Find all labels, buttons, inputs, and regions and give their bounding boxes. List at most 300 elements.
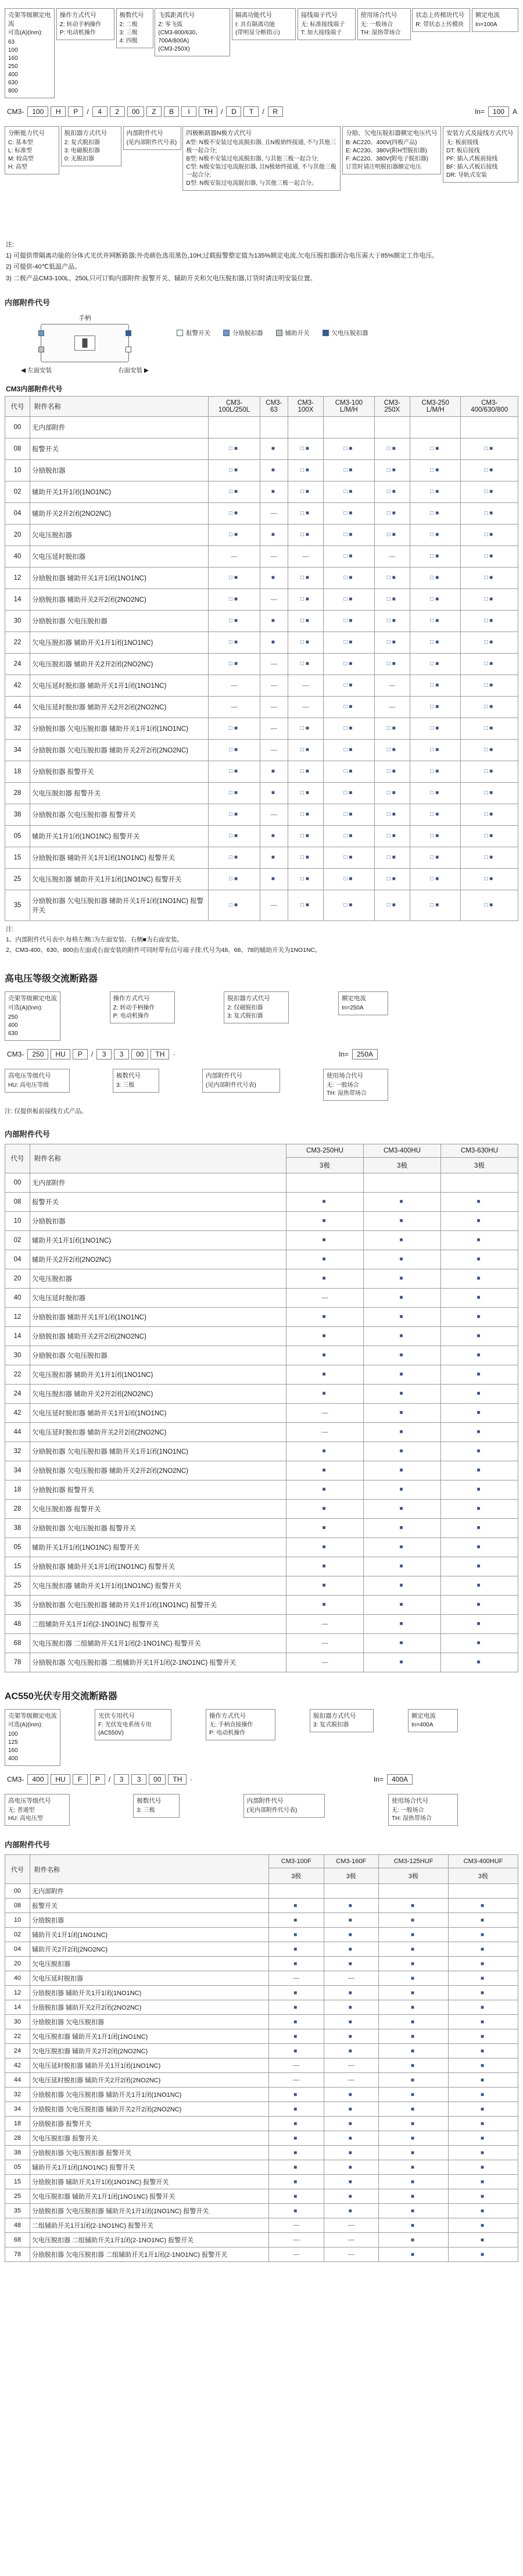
accessory-code: 40 xyxy=(5,545,30,567)
pv-bottom-box-0-title: 高电压等级代号 xyxy=(8,1797,51,1805)
availability-cell: ■ xyxy=(441,1269,518,1288)
table-row xyxy=(5,2247,518,2262)
pv-segment-3: F xyxy=(73,1774,88,1785)
pv-segment-0: CM3- xyxy=(7,1775,24,1784)
availability-cell: ■ xyxy=(441,1230,518,1250)
availability-cell: □■ xyxy=(288,653,324,675)
pv-segment-6: 3 xyxy=(114,1774,129,1785)
hv-bottom-box-2 xyxy=(202,1069,280,1093)
accessory-code: 08 xyxy=(5,438,30,459)
hv-segment-9: · xyxy=(173,1050,175,1059)
accessory-location-sketch xyxy=(21,313,518,374)
availability-cell: □■ xyxy=(288,588,324,610)
availability-cell: □■ xyxy=(461,610,518,631)
availability-cell: ■ xyxy=(269,2029,324,2044)
availability-cell: — xyxy=(324,2218,379,2233)
pv-acc-table-body xyxy=(5,1884,518,2262)
accessory-name: 分励脱扣器 欠电压脱扣器 辅助开关2开2闭(2NO2NC) xyxy=(30,739,209,761)
availability-cell: ■ xyxy=(286,1230,364,1250)
availability-cell: ■ xyxy=(269,2044,324,2058)
availability-cell: □■ xyxy=(374,610,410,631)
availability-cell: ■ xyxy=(448,1971,518,1986)
availability-cell: ■ xyxy=(379,1942,449,1957)
accessory-code: 22 xyxy=(5,2029,30,2044)
availability-cell: — xyxy=(269,2247,324,2262)
table-row xyxy=(5,1576,518,1595)
accessory-code: 18 xyxy=(5,2117,30,2131)
accessory-name: 分励脱扣器 xyxy=(30,1913,269,1928)
cm3-bottom-boxes xyxy=(5,126,518,231)
table-row xyxy=(5,2175,518,2189)
hv-top-box-0-sub: 可选(A)(Inm): xyxy=(8,1005,43,1012)
availability-cell: ■ xyxy=(269,2000,324,2015)
availability-cell: — xyxy=(286,1422,364,1442)
table-row xyxy=(5,2233,518,2247)
cm3-top-box-0-line-0: 63 xyxy=(8,39,15,46)
availability-cell: ■ xyxy=(269,2189,324,2204)
table-row xyxy=(5,1480,518,1499)
cm3-top-box-2-line-2: 4: 四极 xyxy=(119,37,138,44)
table-row xyxy=(5,890,518,920)
accessory-name: 欠电压脱扣器 辅助开关1开1闭(1NO1NC) 报警开关 xyxy=(30,868,209,890)
pv-bottom-box-1-title: 极数代号 xyxy=(137,1797,162,1805)
cm3-top-box-5-title: 接线端子代号 xyxy=(300,12,338,19)
availability-cell xyxy=(324,416,374,438)
table-row xyxy=(5,1653,518,1672)
cm3-acc-table-code-header: 代号 xyxy=(5,396,30,416)
availability-cell: □■ xyxy=(461,782,518,804)
availability-cell: □■ xyxy=(209,631,260,653)
availability-cell: □■ xyxy=(288,459,324,481)
availability-cell: ■ xyxy=(448,2189,518,2204)
auxiliary-switch-marker xyxy=(38,347,44,352)
accessory-code: 34 xyxy=(5,2102,30,2117)
cm3-top-box-6-title: 使用场合代号 xyxy=(360,12,397,19)
table-row xyxy=(5,1173,518,1192)
cm3-segment-2: H xyxy=(51,106,66,117)
table-row xyxy=(5,1230,518,1250)
availability-cell: ■ xyxy=(441,1211,518,1230)
availability-cell: ■ xyxy=(364,1365,441,1384)
availability-cell: ■ xyxy=(448,2015,518,2029)
accessory-name: 分励脱扣器 欠电压脱扣器 辅助开关1开1闭(1NO1NC) 报警开关 xyxy=(30,1595,286,1614)
table-row xyxy=(5,1211,518,1230)
cm3-bottom-box-0-line-1: L: 标准型 xyxy=(8,148,33,155)
accessory-name: 无内部附件 xyxy=(30,416,209,438)
table-row xyxy=(5,1537,518,1557)
cm3-acc-table-model-header-6: CM3-400/630/800 xyxy=(461,396,518,416)
accessory-name: 欠电压延时脱扣器 xyxy=(30,1971,269,1986)
accessory-code: 40 xyxy=(5,1971,30,1986)
availability-cell: ■ xyxy=(448,2247,518,2262)
availability-cell: □■ xyxy=(461,825,518,847)
availability-cell: □■ xyxy=(410,890,461,920)
heading-internal-accessory-codes-2: 内部附件代号 xyxy=(5,1129,51,1139)
availability-cell: ■ xyxy=(269,2204,324,2218)
availability-cell: □■ xyxy=(410,481,461,502)
table-row xyxy=(5,2058,518,2073)
table-row xyxy=(5,2117,518,2131)
availability-cell xyxy=(364,1173,441,1192)
table-row xyxy=(5,567,518,588)
availability-cell: ■ xyxy=(379,2029,449,2044)
availability-cell: ■ xyxy=(324,2029,379,2044)
availability-cell: □■ xyxy=(288,890,324,920)
cm3-bottom-box-5-line-0: 无: 板前接线 xyxy=(446,140,479,147)
cm3-top-boxes xyxy=(5,8,518,98)
cm3-bottom-box-3-line-2: C型: N极安装过电流脱扣器, 且N极始终接通, 不与其他三极一起合分; xyxy=(186,164,336,179)
availability-cell: □■ xyxy=(374,459,410,481)
availability-cell: □■ xyxy=(374,438,410,459)
pv-segment-8: 00 xyxy=(149,1774,166,1785)
availability-cell: — xyxy=(260,804,288,825)
availability-cell: □■ xyxy=(324,459,374,481)
cm3-bottom-box-4-line-1: E: AC230、380V(附H型脱扣器) xyxy=(346,148,427,155)
availability-cell: ■ xyxy=(286,1307,364,1326)
accessory-name: 二组辅助开关1开1闭(2-1NO1NC) 报警开关 xyxy=(30,1614,286,1633)
cm3-segment-12: / xyxy=(221,108,223,116)
hv-acc-table-model-header-1: CM3-400HU xyxy=(364,1144,441,1157)
ordering-notes xyxy=(6,240,518,283)
accessory-table-notes-items xyxy=(6,935,518,955)
availability-cell: □■ xyxy=(209,438,260,459)
accessory-name: 欠电压脱扣器 辅助开关2开2闭(2NO2NC) xyxy=(30,1384,286,1403)
undervoltage-swatch xyxy=(323,330,329,336)
cm3-acc-table-model-header-5: CM3-250 L/M/H xyxy=(410,396,461,416)
availability-cell: □■ xyxy=(461,739,518,761)
availability-cell: ■ xyxy=(286,1269,364,1288)
availability-cell: — xyxy=(269,2233,324,2247)
availability-cell: ■ xyxy=(269,1913,324,1928)
hv-bottom-box-2-title: 内部附件代号 xyxy=(206,1072,242,1080)
legend-label-undervoltage: 欠电压脱扣器 xyxy=(331,329,368,337)
accessory-name: 欠电压脱扣器 二组辅助开关1开1闭(2-1NO1NC) 报警开关 xyxy=(30,1633,286,1653)
table-row xyxy=(5,1250,518,1269)
table-row xyxy=(5,868,518,890)
accessory-code: 34 xyxy=(5,739,30,761)
availability-cell: ■ xyxy=(269,2102,324,2117)
availability-cell: □■ xyxy=(374,761,410,782)
availability-cell: □■ xyxy=(410,675,461,696)
availability-cell: □■ xyxy=(209,718,260,739)
availability-cell: ■ xyxy=(324,2175,379,2189)
availability-cell: ■ xyxy=(379,2131,449,2146)
pv-bottom-box-2-title: 内部附件代号 xyxy=(246,1797,284,1805)
cm3-bottom-box-0-title: 分断能力代号 xyxy=(8,130,45,137)
availability-cell: ■ xyxy=(379,2073,449,2088)
cm3-bottom-box-0-line-3: H: 高型 xyxy=(8,164,27,171)
accessory-name: 分励脱扣器 报警开关 xyxy=(30,2117,269,2131)
accessory-name: 分励脱扣器 欠电压脱扣器 辅助开关1开1闭(1NO1NC) xyxy=(30,1442,286,1461)
accessory-code: 14 xyxy=(5,1326,30,1346)
hv-top-box-2-line-0: 2: 仅磁脱扣器 xyxy=(227,1005,263,1012)
accessory-code: 02 xyxy=(5,481,30,502)
table-row xyxy=(5,1288,518,1307)
hv-acc-table-poles-2: 3极 xyxy=(441,1157,518,1173)
cm3-bottom-box-5-line-4: DR: 导轨式安装 xyxy=(446,172,487,179)
hv-bottom-box-3-title: 使用场合代号 xyxy=(327,1072,363,1080)
table-row xyxy=(5,718,518,739)
availability-cell: — xyxy=(286,1653,364,1672)
availability-cell: ■ xyxy=(448,2204,518,2218)
pv-top-box-0-title: 壳架等级额定电流 xyxy=(8,1712,57,1719)
pv-acc-table-model-header-0: CM3-100F xyxy=(269,1855,324,1868)
pv-model-code xyxy=(6,1774,413,1785)
cm3-top-box-3-line-2: (CM3-250X) xyxy=(158,45,190,52)
accessory-code: 38 xyxy=(5,2146,30,2160)
availability-cell: □■ xyxy=(288,502,324,524)
availability-cell: — xyxy=(269,1971,324,1986)
hv-model-code-diagram xyxy=(5,991,518,1115)
cm3-acc-table-head xyxy=(5,396,518,416)
availability-cell: — xyxy=(324,2073,379,2088)
availability-cell: ■ xyxy=(441,1365,518,1384)
table-row xyxy=(5,2088,518,2102)
table-row xyxy=(5,2204,518,2218)
availability-cell: — xyxy=(269,2218,324,2233)
availability-cell: — xyxy=(288,696,324,718)
accessory-name: 辅助开关1开1闭(1NO1NC) 报警开关 xyxy=(30,1537,286,1557)
hv-acc-table-code-header: 代号 xyxy=(5,1144,30,1173)
pv-acc-table-poles-1: 3极 xyxy=(324,1868,379,1884)
pv-acc-table-model-header-3: CM3-400HUF xyxy=(448,1855,518,1868)
availability-cell: ■ xyxy=(364,1384,441,1403)
cm3-top-box-3-line-1: (CM3-800/630、700A/800A) xyxy=(158,29,202,44)
pv-segment-13: 400A xyxy=(387,1774,413,1785)
table-row xyxy=(5,610,518,631)
availability-cell: ■ xyxy=(324,2117,379,2131)
availability-cell: ■ xyxy=(269,1957,324,1971)
hv-segment-5: 3 xyxy=(96,1049,112,1059)
pv-top-box-2-title: 操作方式代号 xyxy=(209,1712,246,1719)
accessory-code: 35 xyxy=(5,1595,30,1614)
accessory-name: 分励脱扣器 报警开关 xyxy=(30,1480,286,1499)
availability-cell: — xyxy=(260,653,288,675)
accessory-code: 78 xyxy=(5,1653,30,1672)
ordering-note-2: 3) 二极产品CM3-100L、250L只可订购内部附件:报警开关、辅助开关和欠电压脱扣器,订货时请注明安装位置。 xyxy=(6,274,317,282)
availability-cell: ■ xyxy=(269,1899,324,1913)
cm3-top-box-2 xyxy=(116,8,153,48)
accessory-name: 欠电压延时脱扣器 辅助开关1开1闭(1NO1NC) xyxy=(30,1403,286,1422)
pv-top-box-4 xyxy=(408,1709,458,1733)
table1-note-1: 2、CM3-400、630、800由左面或右面安装的附件可同时带有信号端子排;代号为48、68、78的辅助开关为1NO1NC。 xyxy=(6,947,321,954)
cm3-bottom-box-3-line-0: A型: N极不安装过电流脱扣器, 且N极始终接通, 不与其他三极一起合分; xyxy=(186,140,336,155)
accessory-name: 分励脱扣器 欠电压脱扣器 xyxy=(30,610,209,631)
availability-cell: ■ xyxy=(379,1913,449,1928)
availability-cell: □■ xyxy=(324,502,374,524)
hv-segment-4: / xyxy=(91,1050,94,1059)
right-mount-label: 右面安装 ▶ xyxy=(118,366,149,374)
table-row xyxy=(5,631,518,653)
accessory-code: 48 xyxy=(5,1614,30,1633)
hv-top-box-1-line-1: P: 电动机操作 xyxy=(113,1013,149,1020)
availability-cell: □■ xyxy=(410,438,461,459)
pv-top-box-0 xyxy=(5,1709,60,1767)
availability-cell: □■ xyxy=(461,761,518,782)
availability-cell: ■ xyxy=(379,2044,449,2058)
accessory-legend xyxy=(177,329,368,337)
cm3-bottom-box-5-line-3: BF: 插入式板后接线 xyxy=(446,164,498,171)
availability-cell: □■ xyxy=(324,739,374,761)
hv-segment-0: CM3- xyxy=(7,1050,24,1059)
availability-cell: — xyxy=(260,545,288,567)
availability-cell: ■ xyxy=(364,1499,441,1518)
accessory-name: 欠电压脱扣器 辅助开关1开1闭(1NO1NC) xyxy=(30,1365,286,1384)
accessory-code: 10 xyxy=(5,1913,30,1928)
accessory-name: 辅助开关2开2闭(2NO2NC) xyxy=(30,502,209,524)
availability-cell: ■ xyxy=(324,2015,379,2029)
availability-cell: ■ xyxy=(364,1595,441,1614)
availability-cell: □■ xyxy=(461,696,518,718)
availability-cell: ■ xyxy=(441,1480,518,1499)
table-row xyxy=(5,1557,518,1576)
cm3-bottom-box-1-line-1: 3: 电磁脱扣器 xyxy=(64,148,100,155)
accessory-code: 25 xyxy=(5,2189,30,2204)
availability-cell: □■ xyxy=(410,804,461,825)
availability-cell: □■ xyxy=(410,502,461,524)
table-notes-label: 注: xyxy=(6,925,14,933)
availability-cell: □■ xyxy=(288,438,324,459)
availability-cell: □■ xyxy=(324,847,374,868)
pv-bottom-box-2-line-0: (见内部附件代号表) xyxy=(246,1807,298,1814)
accessory-name: 欠电压脱扣器 报警开关 xyxy=(30,1499,286,1518)
breaker-sketch xyxy=(21,313,149,374)
accessory-name: 分励脱扣器 欠电压脱扣器 二组辅助开关1开1闭(2-1NO1NC) 报警开关 xyxy=(30,1653,286,1672)
cm3-segment-3: P xyxy=(68,106,83,117)
hv-bottom-box-2-line-0: (见内部附件代号表) xyxy=(206,1082,256,1089)
accessory-code: 12 xyxy=(5,1307,30,1326)
availability-cell: □■ xyxy=(209,588,260,610)
availability-cell: ■ xyxy=(364,1326,441,1346)
pv-segment-12: In= xyxy=(373,1775,384,1784)
availability-cell xyxy=(410,416,461,438)
availability-cell: ■ xyxy=(324,2000,379,2015)
pv-top-box-0-sub: 可选(A)(Inm): xyxy=(8,1722,43,1729)
availability-cell: ■ xyxy=(379,2015,449,2029)
breaker-outline xyxy=(41,324,129,362)
accessory-name: 分励脱扣器 欠电压脱扣器 xyxy=(30,2015,269,2029)
availability-cell: — xyxy=(374,545,410,567)
table-row xyxy=(5,1884,518,1899)
hv-bottom-box-1 xyxy=(113,1069,159,1093)
cm3-segment-5: 4 xyxy=(92,106,108,117)
alarm-swatch xyxy=(177,330,183,336)
availability-cell: ■ xyxy=(379,2102,449,2117)
accessory-name: 辅助开关1开1闭(1NO1NC) xyxy=(30,1928,269,1942)
availability-cell: — xyxy=(324,2058,379,2073)
cm3-top-box-5-line-1: T: 加大接线端子 xyxy=(300,29,342,36)
pv-bottom-boxes xyxy=(5,1794,458,1826)
availability-cell: ■ xyxy=(286,1192,364,1211)
availability-cell: ■ xyxy=(324,2204,379,2218)
availability-cell: ■ xyxy=(364,1192,441,1211)
availability-cell: □■ xyxy=(288,868,324,890)
accessory-name: 分励脱扣器 辅助开关1开1闭(1NO1NC) xyxy=(30,1986,269,2000)
availability-cell: ■ xyxy=(441,1403,518,1422)
table-row xyxy=(5,1326,518,1346)
accessory-name: 报警开关 xyxy=(30,1192,286,1211)
accessory-name: 欠电压脱扣器 辅助开关2开2闭(2NO2NC) xyxy=(30,2044,269,2058)
shunt-swatch xyxy=(223,330,230,336)
table-row xyxy=(5,1614,518,1633)
table-row xyxy=(5,2029,518,2044)
availability-cell: ■ xyxy=(269,1942,324,1957)
availability-cell: ■ xyxy=(324,1942,379,1957)
table-row xyxy=(5,1499,518,1518)
pv-top-box-0-line-2: 160 xyxy=(8,1747,18,1754)
accessory-code: 22 xyxy=(5,1365,30,1384)
availability-cell: ■ xyxy=(324,2146,379,2160)
cm3-segment-7: 00 xyxy=(127,106,144,117)
accessory-code: 35 xyxy=(5,890,30,920)
hv-segment-8: TH xyxy=(151,1049,169,1059)
hv-top-box-2-title: 脱扣器方式代号 xyxy=(227,995,270,1002)
availability-cell: — xyxy=(324,2247,379,2262)
accessory-name: 分励脱扣器 欠电压脱扣器 辅助开关2开2闭(2NO2NC) xyxy=(30,1461,286,1480)
table-row xyxy=(5,524,518,545)
accessory-code: 44 xyxy=(5,1422,30,1442)
table-row xyxy=(5,1384,518,1403)
availability-cell: □■ xyxy=(461,847,518,868)
availability-cell: □■ xyxy=(410,718,461,739)
availability-cell: □■ xyxy=(209,653,260,675)
availability-cell: ■ xyxy=(324,2044,379,2058)
pv-acc-table-code-header: 代号 xyxy=(5,1855,30,1884)
alarm-switch-marker xyxy=(126,347,131,352)
availability-cell: ■ xyxy=(286,1365,364,1384)
pv-acc-table-poles-3: 3极 xyxy=(448,1868,518,1884)
legend-label-aux: 辅助开关 xyxy=(285,329,310,337)
pv-bottom-box-3-line-0: 无: 一般场合 xyxy=(391,1807,424,1814)
table-row xyxy=(5,2146,518,2160)
availability-cell: □■ xyxy=(461,502,518,524)
cm3-top-box-4-title: 隔离功能代号 xyxy=(235,12,272,19)
accessory-code: 40 xyxy=(5,1288,30,1307)
availability-cell: □■ xyxy=(209,567,260,588)
availability-cell: ■ xyxy=(269,2088,324,2102)
availability-cell: — xyxy=(374,696,410,718)
availability-cell: ■ xyxy=(269,1986,324,2000)
availability-cell: ■ xyxy=(324,1913,379,1928)
accessory-code: 20 xyxy=(5,524,30,545)
cm3-top-box-0-sub: 可选(A)(Inm): xyxy=(8,30,43,37)
cm3-top-box-8 xyxy=(472,8,518,32)
table-row xyxy=(5,1365,518,1384)
availability-cell: □■ xyxy=(324,567,374,588)
cm3-top-box-0-line-1: 100 xyxy=(8,47,18,54)
availability-cell: ■ xyxy=(286,1537,364,1557)
cm3-model-code-diagram xyxy=(5,8,518,231)
table-row xyxy=(5,761,518,782)
availability-cell: ■ xyxy=(379,1928,449,1942)
cm3-acc-table-model-header-3: CM3-100 L/M/H xyxy=(324,396,374,416)
ordering-note-0: 1) 可提供带隔离功能的分体式光伏并网断路器;外壳颜色选用黑色,10H;过载报警整定值为135%额定电流,欠电压脱扣器闭合电压需大于85%额定工作电压。 xyxy=(6,252,439,260)
accessory-code: 18 xyxy=(5,1480,30,1499)
hv-top-box-3-title: 额定电流 xyxy=(341,995,366,1002)
availability-cell: □■ xyxy=(324,868,374,890)
table-row xyxy=(5,1192,518,1211)
availability-cell: ■ xyxy=(364,1442,441,1461)
availability-cell: ■ xyxy=(324,2160,379,2175)
availability-cell: ■ xyxy=(260,438,288,459)
hv-top-box-1-title: 操作方式代号 xyxy=(113,995,150,1002)
availability-cell: ■ xyxy=(269,2175,324,2189)
hv-accessory-code-table xyxy=(5,1144,518,1672)
table-row xyxy=(5,1307,518,1326)
hv-top-box-0-title: 壳架等级额定电流 xyxy=(8,995,57,1002)
cm3-top-box-0-line-4: 400 xyxy=(8,72,18,79)
availability-cell: ■ xyxy=(448,2146,518,2160)
